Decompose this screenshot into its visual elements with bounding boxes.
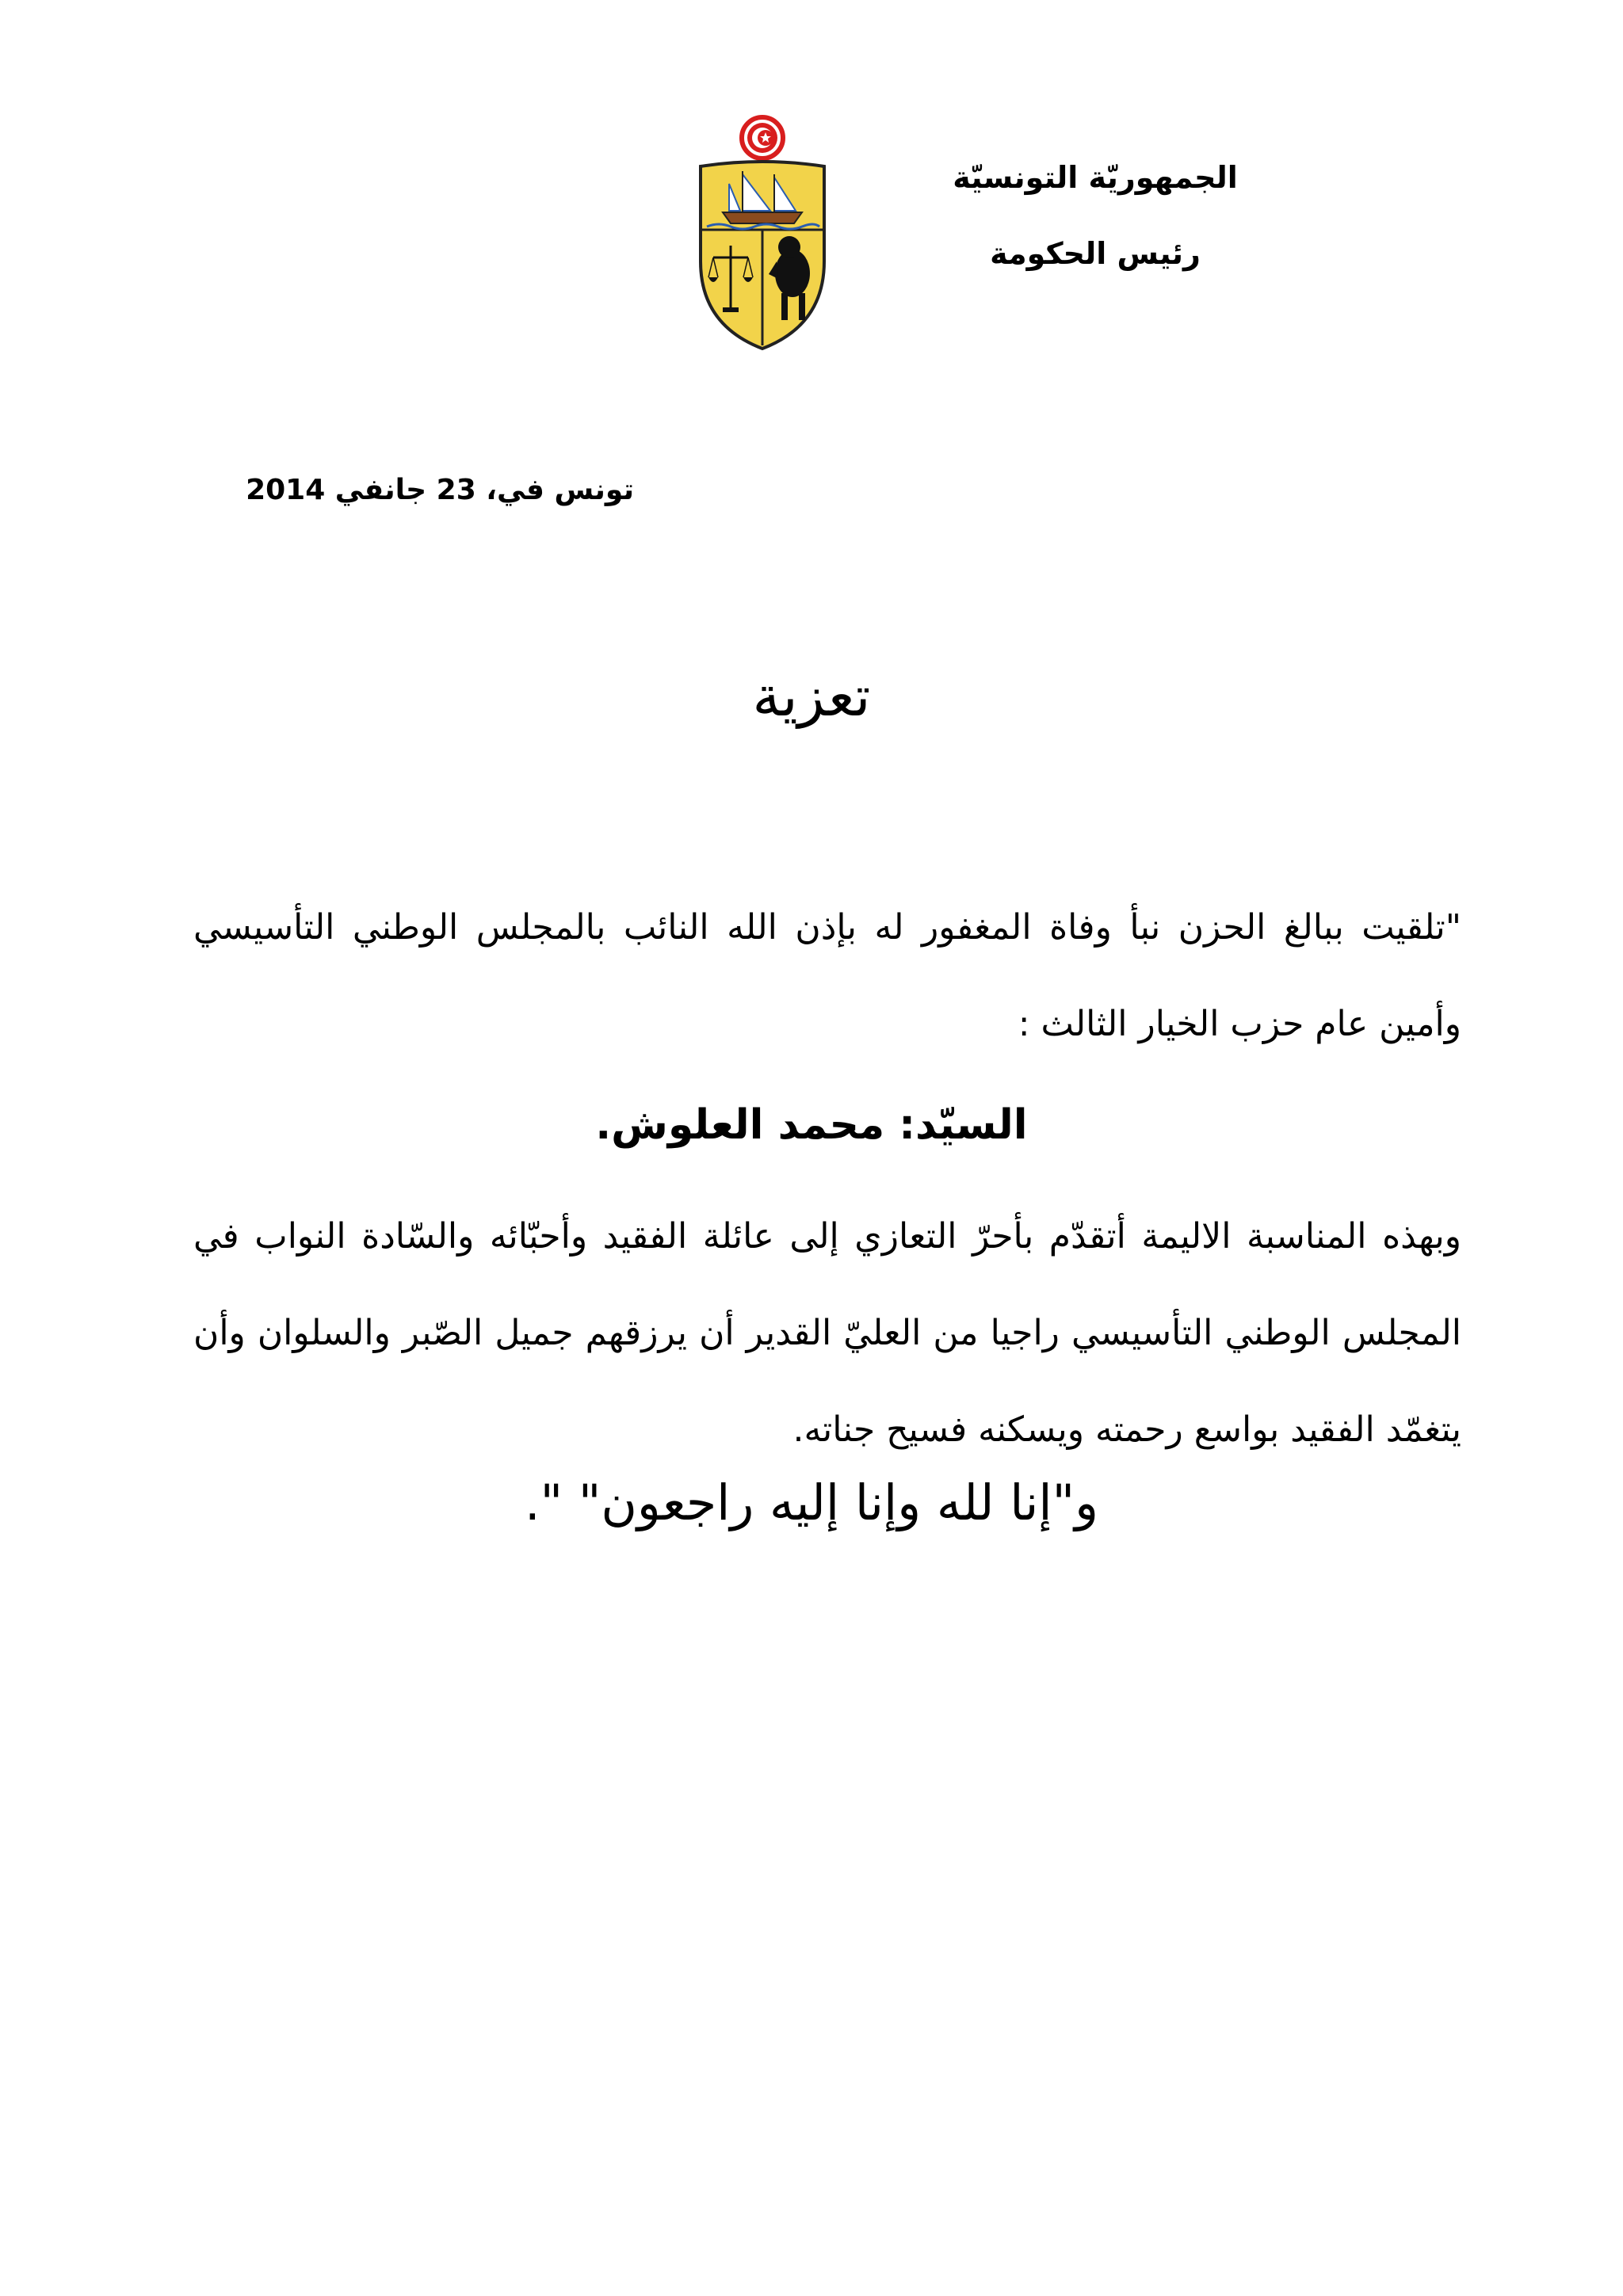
closing-verse: و"إنا لله وإنا إليه راجعون" ". <box>524 1474 1099 1531</box>
condolence-paragraph: وبهذه المناسبة الاليمة أتقدّم بأحرّ التعازي إلى عائلة الفقيد وأحبّائه والسّادة النواب في المجلس الوطني التأسيسي راجيا من العليّ القدير أن يرزقهم جميل الصّبر والسلوان وأن يتغمّد الفقيد بواسع رحمته ويسكنه فسيح جناته. <box>193 1216 1461 1450</box>
letterhead <box>929 155 1262 307</box>
office-name: رئيس الحكومة <box>990 236 1201 271</box>
republic-name: الجمهوريّة التونسيّة <box>953 160 1238 195</box>
deceased-name: السيّد: محمد العلوش. <box>595 1101 1028 1149</box>
letter-date: تونس في، 23 جانفي 2014 <box>246 474 634 506</box>
tunisia-coat-of-arms-icon <box>683 111 842 357</box>
intro-paragraph: "تلقيت ببالغ الحزن نبأ وفاة المغفور له بإذن الله النائب بالمجلس الوطني التأسيسي وأمين عام حزب الخيار الثالث : <box>193 907 1461 1044</box>
document-title: تعزية <box>752 664 871 729</box>
